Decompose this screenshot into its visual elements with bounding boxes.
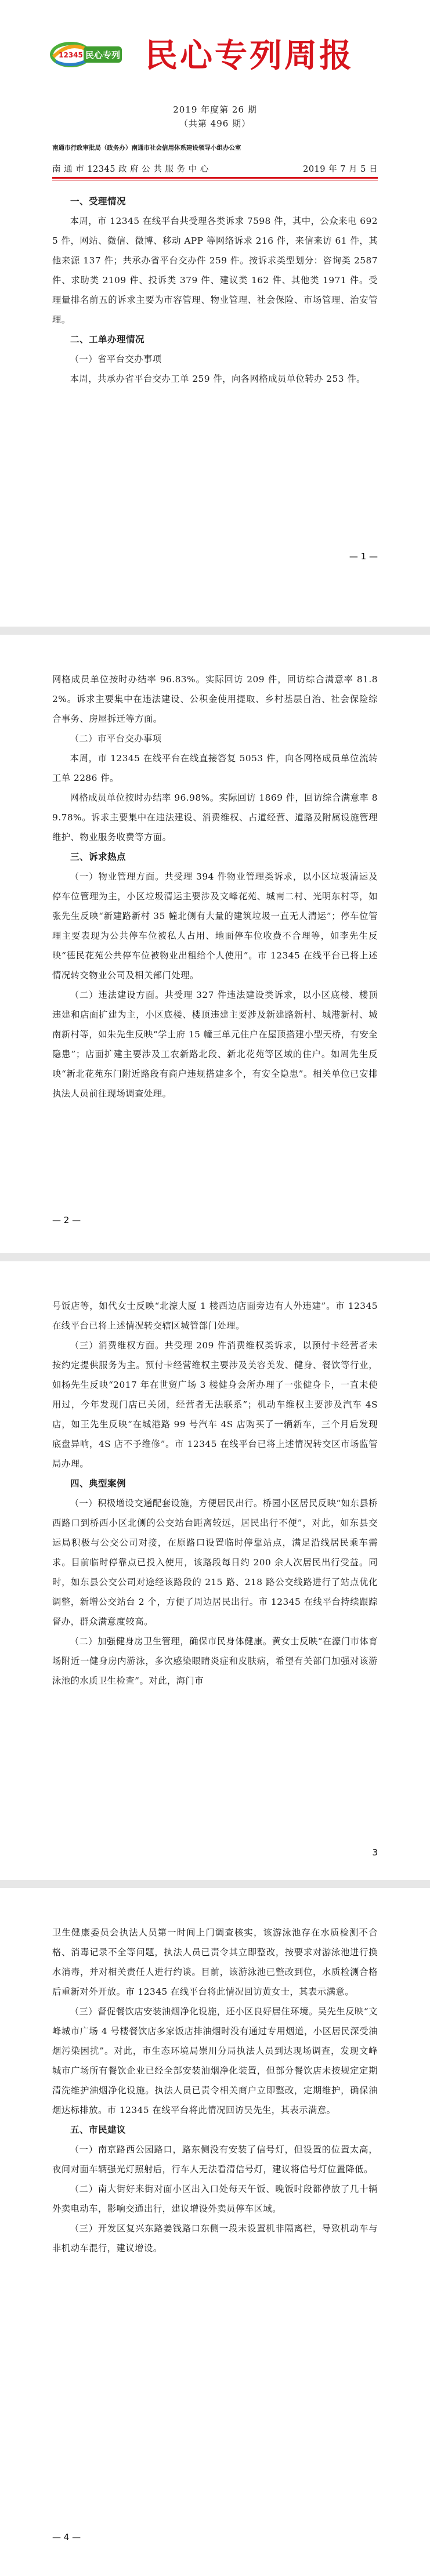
paragraph: （一）积极增设交通配套设施，方便居民出行。桥园小区居民反映“如东县桥西路口到桥西小区北侧的公交站台距离较远，居民出行不便”，对此，如东县交运局积极与公交公司对接，在原路口设置临时停靠站点，满足沿线居民乘车需求。目前临时停靠点已投入使用，该路段每日约 200 余人次居民出行受益。同时，如东县公交公司对途经该路段的 215 路、218 路公交线路进行了站点优化调整，新增公交站台 2 个，方便了周边居民出行。市 12345 在线平台持续跟踪督办，群众满意度较高。 bbox=[52, 1498, 378, 1627]
page-separator bbox=[0, 1880, 430, 1888]
sub-heading: （一）省平台交办事项 bbox=[70, 354, 162, 364]
paragraph: 本周，共承办省平台交办工单 259 件，向各网格成员单位转办 253 件。 bbox=[70, 374, 366, 384]
page-2 bbox=[0, 635, 430, 1253]
paragraph: （二）加强健身房卫生管理，确保市民身体健康。黄女士反映“在濠门市体育场附近一健身房内游泳，多次感染眼睛炎症和皮肤病，希望有关部门加强对该游泳池的水质卫生检查”。对此，海门市 bbox=[52, 1636, 378, 1686]
paragraph: （二）南大街好来街对面小区出入口处每天午饭、晚饭时段都停放了几十辆外卖电动车，影响交通出行，建议增设外卖员停车区域。 bbox=[52, 2184, 378, 2214]
paragraph: 号饭店等，如代女士反映“北濠大厦 1 楼西边店面旁边有人外违建”。市 12345 在线平台已将上述情况转交辖区城管部门处理。 bbox=[52, 1301, 378, 1331]
issue-total-line: （共第 496 期） bbox=[179, 118, 251, 129]
page-number: — 2 — bbox=[52, 1215, 81, 1225]
page-separator bbox=[0, 627, 430, 635]
page-4 bbox=[0, 1888, 430, 2576]
page-1-body bbox=[52, 191, 378, 574]
page-3 bbox=[0, 1261, 430, 1880]
issue-date: 2019 年 7 月 5 日 bbox=[303, 165, 378, 174]
paragraph: 网格成员单位按时办结率 96.98%。实际回访 1869 件，回访综合满意率 89.78%。诉求主要集中在违法建设、消费维权、占道经营、道路及附属设施管理维护、物业服务收费等方面。 bbox=[52, 793, 378, 842]
red-divider bbox=[52, 177, 378, 179]
paragraph: （三）督促餐饮店安装油烟净化设施，还小区良好居住环境。吴先生反映“文峰城市广场 4 号楼餐饮店多家饭店排油烟时没有通过专用烟道，小区居民深受油烟污染困扰”。对此，市生态环境局崇川分局执法人员到达现场调查，发现文峰城市广场所有餐饮企业已经全部安装油烟净化装置，但部分餐饮店未按规定定期清洗维护油烟净化设施。执法人员已责令相关商户立即整改，定期维护，确保油烟达标排放。市 12345 在线平台将此情况回访吴先生，其表示满意。 bbox=[52, 2006, 378, 2115]
sub-heading: （二）市平台交办事项 bbox=[70, 733, 162, 744]
paragraph: 本周，市 12345 在线平台共受理各类诉求 7598 件，其中，公众来电 6925 件，网站、微信、微博、移动 APP 等网络诉求 216 件，来信来访 61 件，其他来源 137 件；共承办省平台交办件 259 件。按诉求类型划分：咨询类 2587 件、求助类 2109 件、投诉类 379 件、建议类 162 件、其他类 1971 件。受理量排名前五的诉求主要为市容管理、物业管理、社会保险、市场管理、治安管理。 bbox=[52, 216, 378, 325]
logo bbox=[48, 34, 123, 73]
publisher-block bbox=[52, 143, 378, 153]
svg-text:12345: 12345 bbox=[59, 51, 83, 59]
publisher-line: 南通市行政审批局（政务办）南通市社会信用体系建设领导小组办公室 bbox=[52, 144, 241, 151]
paragraph: （一）物业管理方面。共受理 394 件物业管理类诉求，以小区垃圾清运及停车位管理为主，小区垃圾清运主要涉及文峰花苑、城南二村、光明东村等，如张先生反映“新建路新村 35 幢北侧有大量的建筑垃圾一直无人清运”；停车位管理主要表现为公共停车位被私人占用、地面停车位收费不合理等，如李先生反映“德民花苑公共停车位被物业出租给个人使用”。市 12345 在线平台已将上述情况转交物业公司及相关部门处理。 bbox=[52, 871, 378, 981]
svg-text:民心专列: 民心专列 bbox=[85, 50, 121, 60]
paragraph: 网格成员单位按时办结率 96.83%。实际回访 209 件，回访综合满意率 81.82%。诉求主要集中在违法建设、公积金使用提取、乡村基层自治、社会保险综合事务、房屋拆迁等方面。 bbox=[52, 674, 378, 724]
paragraph: 本周，市 12345 在线平台在线直接答复 5053 件，向各网格成员单位流转工单 2286 件。 bbox=[52, 753, 378, 783]
page-4-body bbox=[52, 1923, 378, 2518]
page-separator bbox=[0, 1253, 430, 1261]
page-2-body bbox=[52, 670, 378, 1207]
page-number: — 4 — bbox=[52, 2532, 81, 2542]
page-number: — 1 — bbox=[349, 551, 378, 562]
page-3-body bbox=[52, 1296, 378, 1833]
page-1 bbox=[0, 0, 430, 627]
paragraph: （三）开发区复兴东路姜钱路口东侧一段未设置机非隔离栏，导致机动车与非机动车混行，建议增设。 bbox=[52, 2223, 378, 2253]
section-heading: 三、诉求热点 bbox=[70, 852, 127, 862]
issue-year-line: 2019 年度第 26 期 bbox=[173, 104, 257, 115]
paragraph: （二）违法建设方面。共受理 327 件违法建设类诉求，以小区底楼、楼顶违建和店面扩建为主，小区底楼、楼顶违建主要涉及新建路新村、城港新村、城南新村等，如朱先生反映“学士府 15 幢三单元住户在屋顶搭建小型天桥，有安全隐患”；店面扩建主要涉及工农新路北段、新北花苑等区域的住户。如周先生反映“新北花苑东门附近路段有商户违规搭建多个，有安全隐患”。相关单位已安排执法人员前往现场调查处理。 bbox=[52, 990, 378, 1099]
paragraph: （三）消费维权方面。共受理 209 件消费维权类诉求，以预付卡经营者未按约定提供服务为主。预付卡经营维权主要涉及美容美发、健身、餐饮等行业，如杨先生反映“2017 年在世贸广场 3 楼健身会所办理了一张健身卡，一直未使用过，今年发现门店已关闭，经营者无法联系”；机动车维权主要涉及汽车 4S 店，如王先生反映“在城港路 99 号汽车 4S 店购买了一辆新车，三个月后发现底盘异响，4S 店不予维修”。市 12345 在线平台已将上述情况转交区市场监管局办理。 bbox=[52, 1340, 378, 1469]
section-heading: 二、工单办理情况 bbox=[70, 334, 145, 345]
publisher-center: 南 通 市 12345 政 府 公 共 服 务 中 心 bbox=[52, 165, 209, 174]
logo-icon bbox=[48, 34, 123, 73]
paragraph: 卫生健康委员会执法人员第一时间上门调查核实，该游泳池存在水质检测不合格、消毒记录不全等问题，执法人员已责令其立即整改，按要求对游泳池进行换水消毒，并对相关责任人进行约谈。目前，该游泳池已整改到位，水质检测合格后重新对外开放。市 12345 在线平台将此情况回访黄女士，其表示满意。 bbox=[52, 1927, 378, 1997]
paragraph: （一）南京路西公园路口，路东侧没有安装了信号灯，但设置的位置太高，夜间对面车辆强光灯照射后，行车人无法看清信号灯，建议将信号灯位置降低。 bbox=[52, 2144, 378, 2175]
section-heading: 一、受理情况 bbox=[70, 196, 127, 207]
section-heading: 四、典型案例 bbox=[70, 1478, 127, 1489]
masthead bbox=[0, 0, 430, 116]
page-number: 3 bbox=[372, 1847, 378, 1858]
section-heading: 五、市民建议 bbox=[70, 2125, 127, 2135]
paper-title: 民心专列周报 bbox=[145, 37, 354, 75]
